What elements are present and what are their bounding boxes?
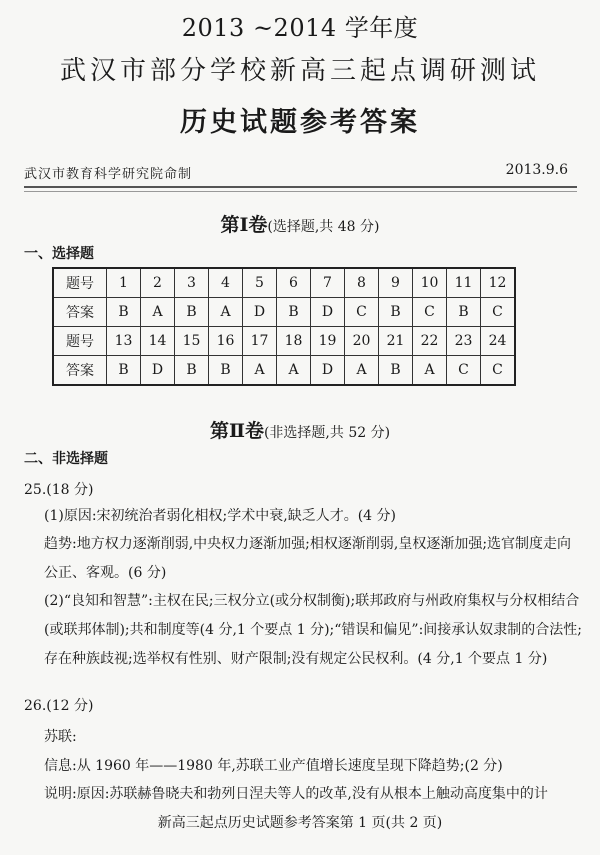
answer-cell: A <box>413 356 447 386</box>
question-number-cell: 15 <box>175 327 209 356</box>
question-number-cell: 24 <box>481 327 516 356</box>
row-label: 题号 <box>53 268 107 298</box>
answer-cell: B <box>175 298 209 327</box>
answer-cell: D <box>141 356 175 386</box>
table-row <box>53 268 515 298</box>
row-label: 题号 <box>53 327 107 356</box>
question-number-cell: 13 <box>107 327 141 356</box>
publisher: 武汉市教育科学研究院命制 <box>24 167 193 182</box>
question-26-info: 信息:从 1960 年——1980 年,苏联工业产值增长速度呈现下降趋势;(2 分) <box>44 758 503 774</box>
question-26-label: 苏联: <box>44 729 77 745</box>
section-2-heading: 二、非选择题 <box>24 451 108 467</box>
question-25-part2: (2)“良知和智慧”:主权在民;三权分立(或分权制衡);联邦政府与州政府集权与分权相结合(或联邦体制);共和制度等(4 分,1 个要点 1 分);“错误和偏见”:间接承认奴隶制的合法性;存在种族歧视;选举权有性别、财产限制;没有规定公民权利。(4 分,1 个要点 1 分) <box>44 593 583 667</box>
answer-cell: B <box>175 356 209 386</box>
section-1-heading: 一、选择题 <box>24 246 94 262</box>
answer-cell: D <box>311 356 345 386</box>
answer-cell: D <box>311 298 345 327</box>
question-number-cell: 18 <box>277 327 311 356</box>
title-year: 2013 ~2014 学年度 <box>181 14 419 42</box>
answer-cell: B <box>107 356 141 386</box>
question-number-cell: 14 <box>141 327 175 356</box>
header-divider <box>24 186 577 192</box>
question-number-cell: 16 <box>209 327 243 356</box>
question-number-cell: 2 <box>141 268 175 298</box>
exam-title: 武汉市部分学校新高三起点调研测试 <box>59 56 540 86</box>
answer-cell: A <box>345 356 379 386</box>
question-number-cell: 6 <box>277 268 311 298</box>
document-title: 历史试题参考答案 <box>180 107 420 138</box>
answer-cell: D <box>243 298 277 327</box>
answer-cell: C <box>481 298 516 327</box>
answer-cell: B <box>379 356 413 386</box>
question-number-cell: 21 <box>379 327 413 356</box>
table-row <box>53 327 515 356</box>
volume-2-title <box>0 416 600 443</box>
question-25-heading: 25.(18 分) <box>24 482 94 498</box>
question-number-cell: 10 <box>413 268 447 298</box>
table-row <box>53 356 515 386</box>
answer-cell: C <box>345 298 379 327</box>
question-number-cell: 22 <box>413 327 447 356</box>
question-26-explanation: 说明:原因:苏联赫鲁晓夫和勃列日涅夫等人的改革,没有从根本上触动高度集中的计 <box>44 786 548 802</box>
row-label: 答案 <box>53 356 107 386</box>
row-label: 答案 <box>53 298 107 327</box>
question-number-cell: 8 <box>345 268 379 298</box>
answer-cell: A <box>209 298 243 327</box>
question-number-cell: 12 <box>481 268 516 298</box>
question-number-cell: 1 <box>107 268 141 298</box>
volume-1-subtitle: (选择题,共 48 分) <box>267 219 380 235</box>
volume-1-label: 第Ⅰ卷 <box>220 214 268 236</box>
answer-cell: A <box>243 356 277 386</box>
answer-cell: C <box>413 298 447 327</box>
answer-cell: C <box>481 356 516 386</box>
page-footer: 新高三起点历史试题参考答案第 1 页(共 2 页) <box>157 815 443 831</box>
volume-2-label: 第Ⅱ卷 <box>209 420 264 442</box>
answer-cell: B <box>107 298 141 327</box>
question-number-cell: 7 <box>311 268 345 298</box>
question-26-heading: 26.(12 分) <box>24 698 94 714</box>
question-number-cell: 4 <box>209 268 243 298</box>
answer-cell: A <box>141 298 175 327</box>
volume-2-subtitle: (非选择题,共 52 分) <box>263 425 391 441</box>
answer-cell: B <box>447 298 481 327</box>
question-25-part1-reason: (1)原因:宋初统治者弱化相权;学术中衰,缺乏人才。(4 分) <box>44 508 396 524</box>
question-25-part1-trend: 趋势:地方权力逐渐削弱,中央权力逐渐加强;相权逐渐削弱,皇权逐渐加强;选官制度走向公正、客观。(6 分) <box>44 536 572 581</box>
answer-cell: A <box>277 356 311 386</box>
question-number-cell: 20 <box>345 327 379 356</box>
question-number-cell: 23 <box>447 327 481 356</box>
answer-table <box>52 267 516 386</box>
table-row <box>53 298 515 327</box>
question-number-cell: 5 <box>243 268 277 298</box>
volume-1-title <box>0 210 600 237</box>
question-number-cell: 11 <box>447 268 481 298</box>
answer-cell: B <box>209 356 243 386</box>
question-number-cell: 3 <box>175 268 209 298</box>
answer-cell: B <box>379 298 413 327</box>
question-number-cell: 19 <box>311 327 345 356</box>
question-number-cell: 9 <box>379 268 413 298</box>
date: 2013.9.6 <box>505 162 568 178</box>
answer-cell: B <box>277 298 311 327</box>
question-number-cell: 17 <box>243 327 277 356</box>
answer-cell: C <box>447 356 481 386</box>
